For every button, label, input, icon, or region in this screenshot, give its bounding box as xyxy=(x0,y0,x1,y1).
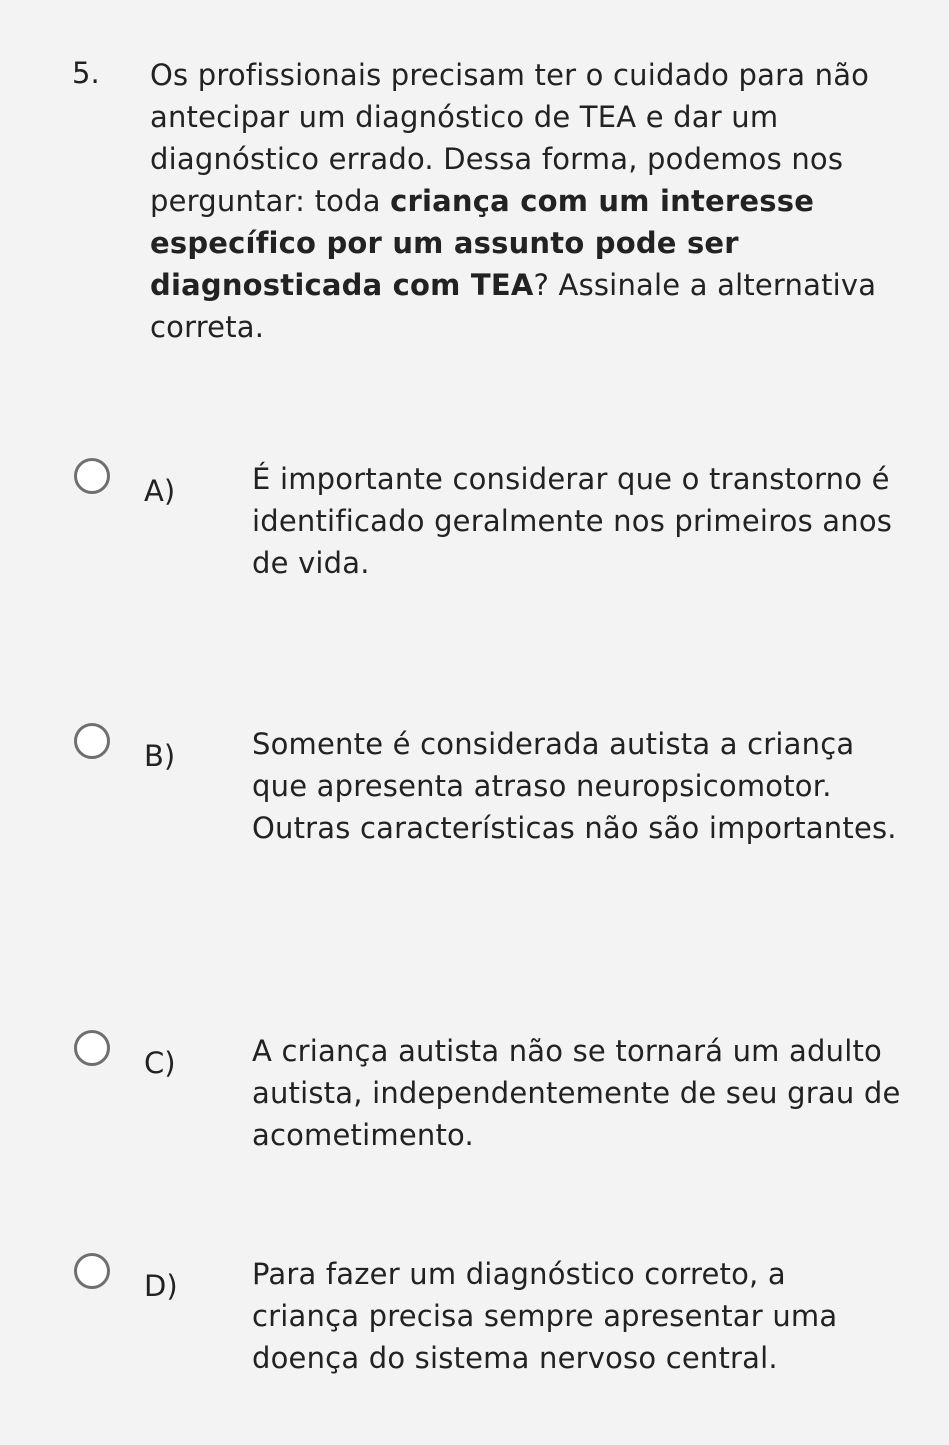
radio-option-d[interactable] xyxy=(74,1253,110,1289)
option-b-text: Somente é considerada autista a criança que apresenta atraso neuropsicomotor. Outras características não são importantes. xyxy=(252,727,897,845)
question-number: 5. xyxy=(72,56,100,90)
question-text xyxy=(150,54,890,348)
option-c-text: A criança autista não se tornará um adulto autista, independentemente de seu grau de acometimento. xyxy=(252,1034,901,1152)
question-text-intro: Os profissionais precisam ter o cuidado para não antecipar um diagnóstico de TEA e dar um diagnóstico errado. Dessa forma, podemos nos perguntar: toda xyxy=(150,58,870,218)
radio-option-a[interactable] xyxy=(74,458,110,494)
question-text-bold: criança com um interesse específico por um assunto pode ser diagnosticada com TEA xyxy=(150,184,815,302)
question-text-outro: ? Assinale a alternativa correta. xyxy=(150,268,877,344)
option-a-text: É importante considerar que o transtorno é identificado geralmente nos primeiros anos de vida. xyxy=(252,462,893,580)
option-b-letter: B) xyxy=(144,739,176,773)
option-d-letter: D) xyxy=(144,1269,178,1303)
option-a-letter: A) xyxy=(144,474,176,508)
option-d-text: Para fazer um diagnóstico correto, a criança precisa sempre apresentar uma doença do sistema nervoso central. xyxy=(252,1257,838,1375)
radio-option-c[interactable] xyxy=(74,1030,110,1066)
option-c-letter: C) xyxy=(144,1046,176,1080)
radio-option-b[interactable] xyxy=(74,723,110,759)
